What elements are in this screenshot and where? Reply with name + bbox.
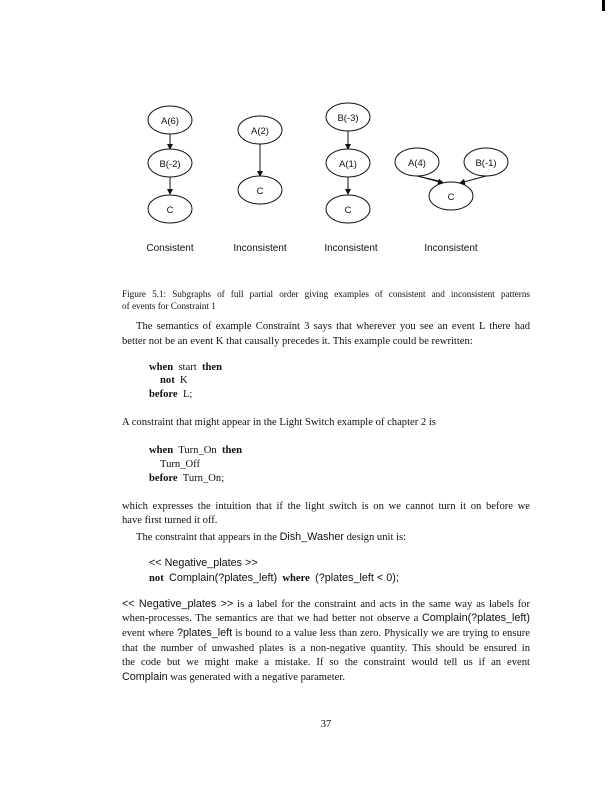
paragraph: have first turned it off. — [122, 515, 218, 526]
paragraph: better not be an event K that causally precedes it. This example could be rewritten: — [122, 336, 473, 347]
node-label: A(4) — [408, 158, 426, 169]
node-label: A(2) — [251, 126, 269, 137]
paragraph: the code but we might make a mistake. If so the constraint would tell us if an event — [122, 657, 530, 668]
graph-label: Inconsistent — [324, 243, 378, 254]
paragraph: Complain was generated with a negative parameter. — [122, 671, 345, 683]
graph-label: Inconsistent — [424, 243, 478, 254]
paragraph: A constraint that might appear in the Light Switch example of chapter 2 is — [122, 417, 436, 428]
page-number: 37 — [320, 719, 332, 730]
node-label: C — [447, 192, 455, 203]
node-label: C — [256, 186, 264, 197]
code-line: when start then — [149, 362, 222, 373]
paragraph: The semantics of example Constraint 3 says that wherever you see an event L there had — [136, 321, 530, 332]
paragraph: The constraint that appears in the Dish_Washer design unit is: — [136, 531, 407, 543]
code-line: Turn_Off — [160, 459, 201, 470]
code-line: when Turn_On then — [149, 445, 243, 456]
paragraph: that the number of unwashed plates is a non-negative quantity. This should be ensured in — [122, 643, 530, 654]
paragraph: << Negative_plates >> is a label for the constraint and acts in the same way as labels for — [122, 598, 530, 610]
graph-label: Consistent — [146, 243, 194, 254]
code-line: not K — [160, 375, 188, 386]
figure-5-1-diagram — [0, 0, 612, 260]
paragraph: which expresses the intuition that if the light switch is on we cannot turn it on before we — [122, 501, 530, 512]
node-label: B(-2) — [159, 159, 181, 170]
node-label: A(1) — [339, 159, 357, 170]
paragraph: event where ?plates_left is bound to a value less than zero. Physically we are trying to ensure — [122, 627, 530, 639]
node-label: A(6) — [161, 116, 179, 127]
code-line: not Complain(?plates_left) where (?plates_left < 0); — [149, 572, 399, 584]
code-line: before L; — [149, 389, 193, 400]
graph-label: Inconsistent — [233, 243, 287, 254]
node-label: C — [166, 205, 174, 216]
figure-caption: of events for Constraint 1 — [122, 301, 216, 311]
node-label: B(-3) — [337, 113, 359, 124]
code-line: << Negative_plates >> — [149, 557, 258, 569]
node-label: C — [344, 205, 352, 216]
node-label: B(-1) — [475, 158, 497, 169]
figure-caption: Figure 5.1: Subgraphs of full partial order giving examples of consistent and inconsistent patterns — [122, 289, 530, 299]
code-line: before Turn_On; — [149, 473, 225, 484]
paragraph: when-processes. The semantics are that we had better not observe a Complain(?plates_left) — [122, 612, 530, 624]
